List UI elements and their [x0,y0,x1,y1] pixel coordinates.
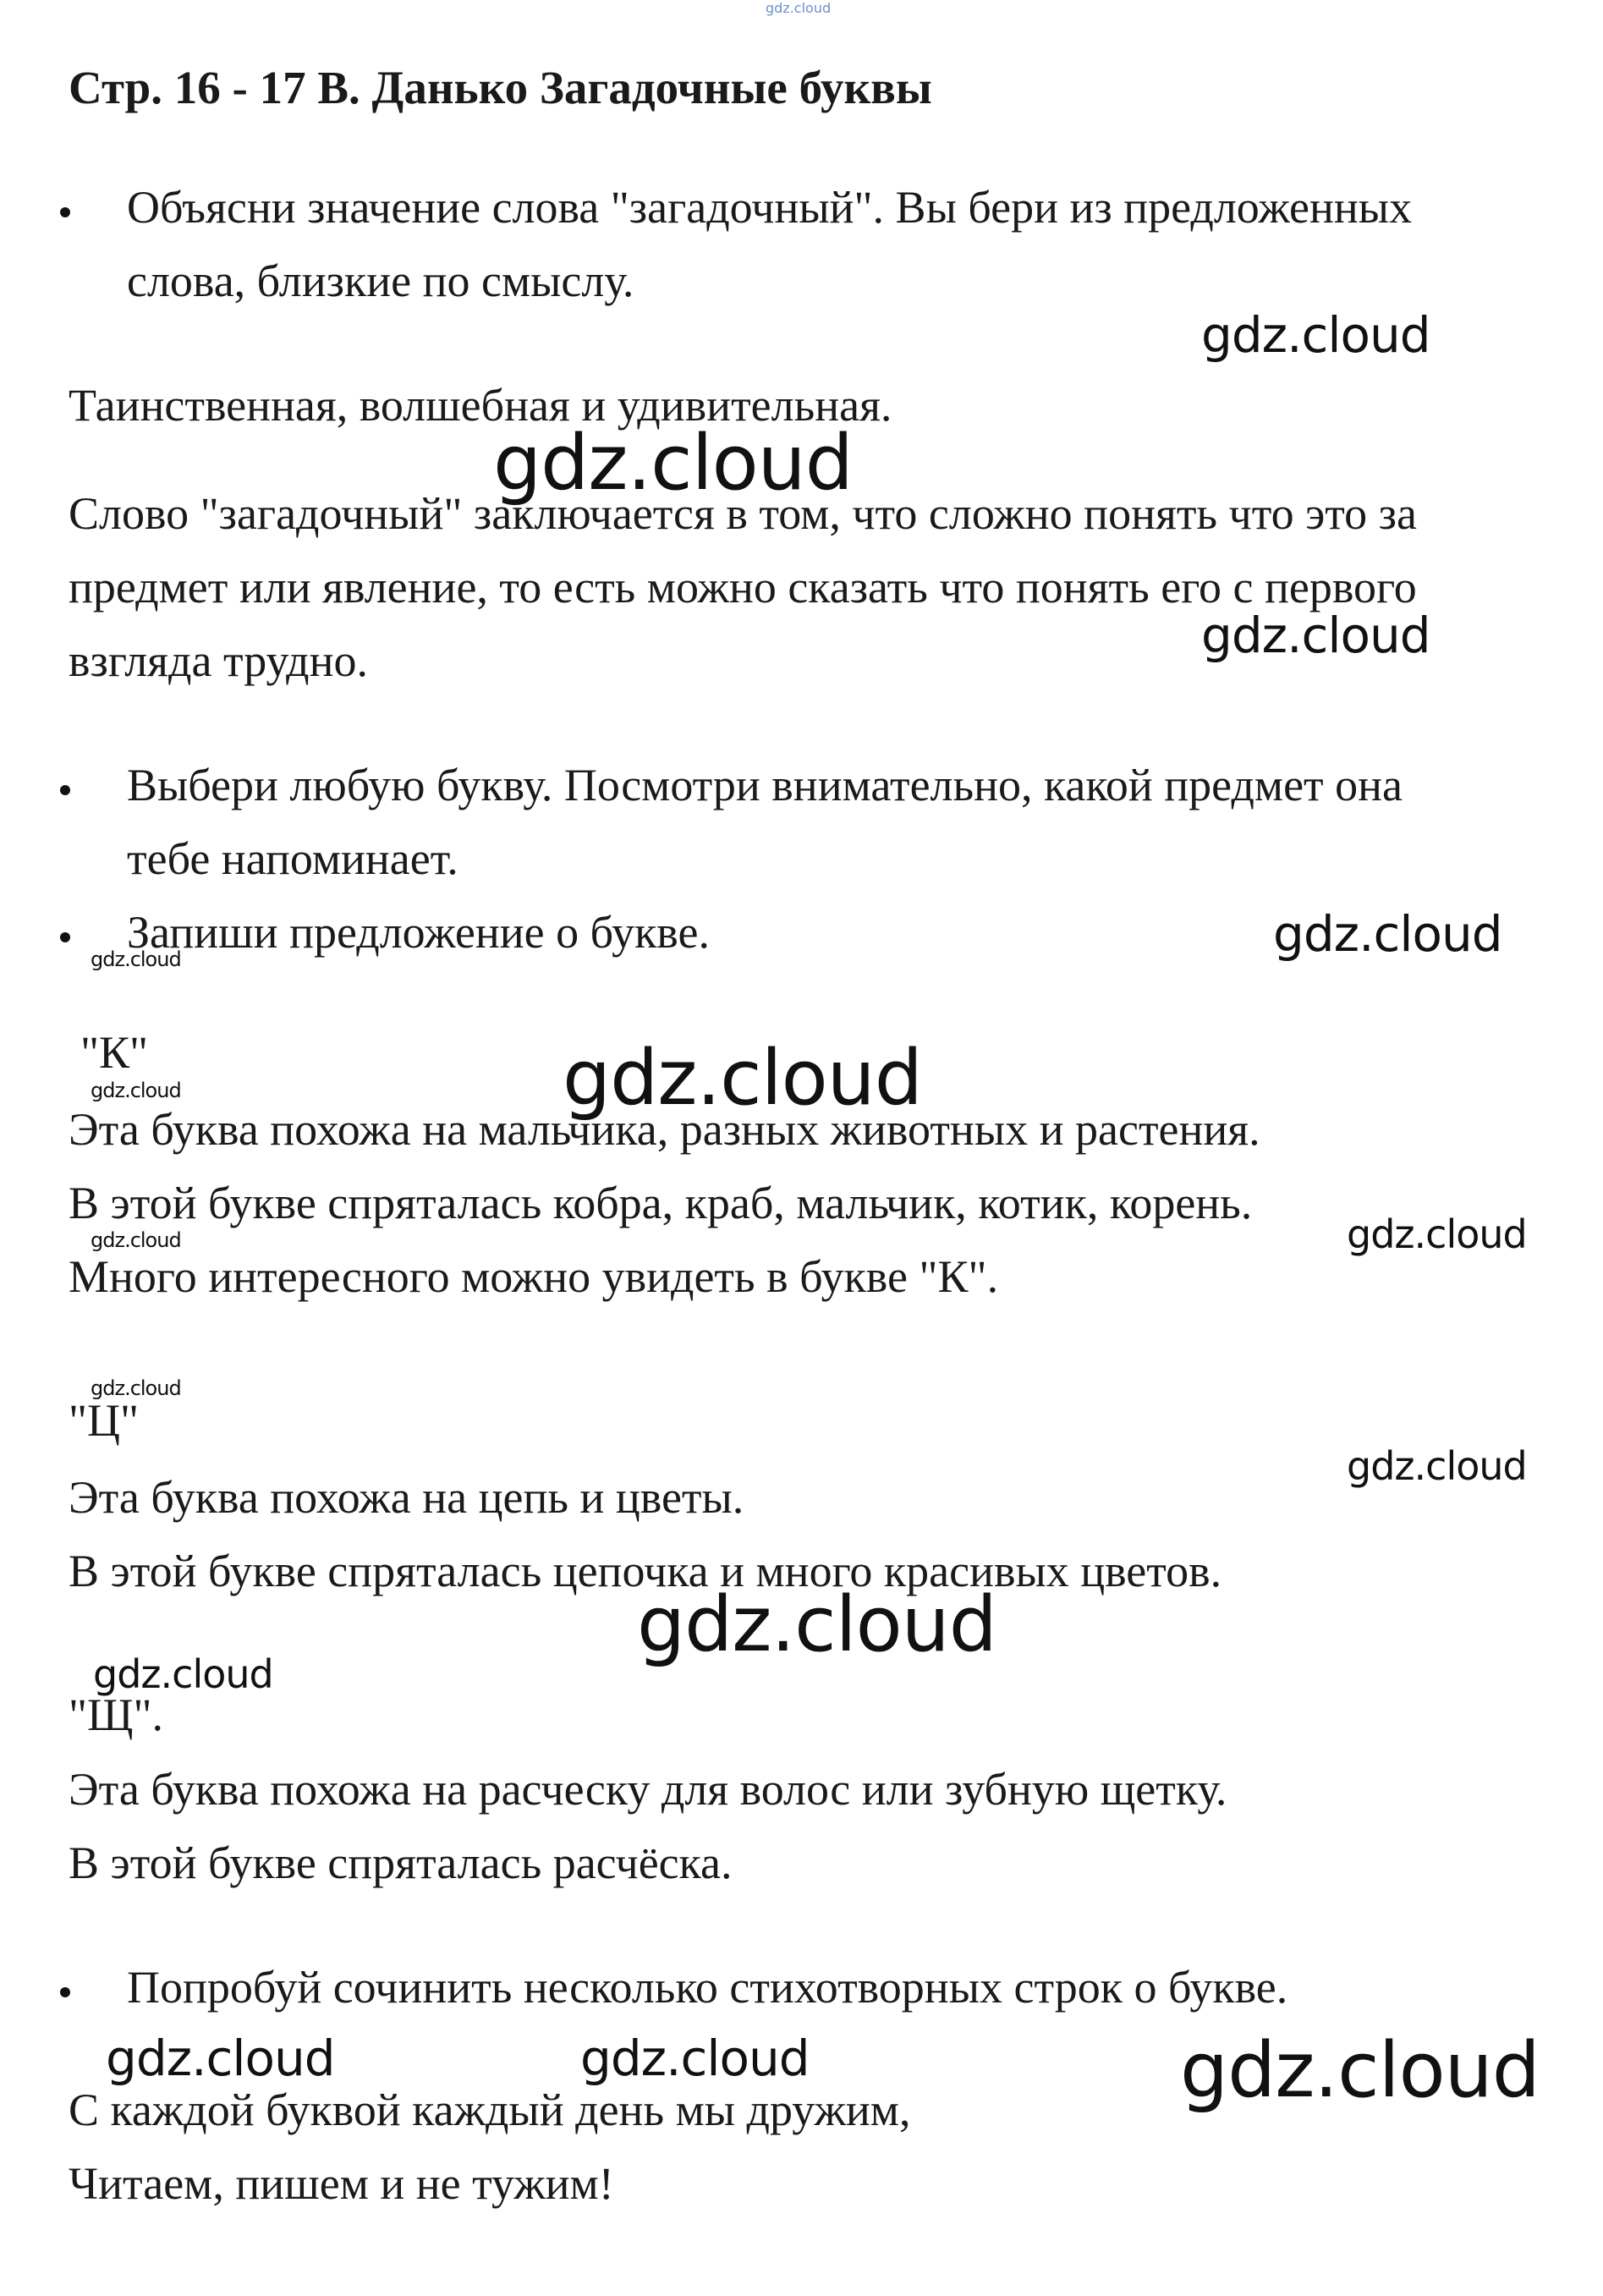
task4: Попробуй сочинить несколько стихотворных строк о букве. [127,1962,1288,2013]
letter-shch-label: "Щ". [69,1689,164,1740]
letter-k-line1: Эта буква похожа на мальчика, разных животных и растения. [69,1104,1260,1155]
explanation-line3: взгляда трудно. [69,635,368,686]
watermark: gdz.cloud [493,419,853,508]
task1-line2: слова, близкие по смыслу. [127,255,634,306]
watermark: gdz.cloud [1347,1443,1527,1489]
letter-shch-line1: Эта буква похожа на расческу для волос или зубную щетку. [69,1764,1227,1815]
letter-k-line2: В этой букве спряталась кобра, краб, мальчик, котик, корень. [69,1178,1253,1228]
letter-ts-line1: Эта буква похожа на цепь и цветы. [69,1472,744,1523]
watermark: gdz.cloud [91,1079,181,1102]
watermark: gdz.cloud [1180,2026,1540,2115]
watermark: gdz.cloud [580,2030,810,2087]
bullet-dot [60,207,70,217]
task2-line2: тебе напоминает. [127,833,458,884]
task1-line1: Объясни значение слова "загадочный". Вы бери из предложенных [127,182,1413,233]
watermark: gdz.cloud [563,1034,922,1123]
watermark: gdz.cloud [1273,905,1502,963]
watermark: gdz.cloud [91,1376,181,1400]
letter-k-label: "К" [80,1027,149,1078]
letter-k-line3: Много интересного можно увидеть в букве "К". [69,1251,999,1302]
letter-ts-label: "Ц" [69,1395,140,1446]
watermark: gdz.cloud [1201,607,1430,664]
watermark: gdz.cloud [1347,1211,1527,1257]
watermark: gdz.cloud [106,2030,335,2087]
task3: Запиши предложение о букве. [127,907,710,958]
watermark: gdz.cloud [91,948,181,971]
explanation-line1: Слово "загадочный" заключается в том, что сложно понять что это за [69,488,1417,539]
page-title: Стр. 16 - 17 В. Данько Загадочные буквы [69,62,932,113]
task2-line1: Выбери любую букву. Посмотри внимательно, какой предмет она [127,760,1403,810]
watermark: gdz.cloud [93,1651,273,1697]
poem-line2: Читаем, пишем и не тужим! [69,2158,614,2209]
bullet-dot [60,932,70,942]
watermark: gdz.cloud [1201,306,1430,364]
bullet-dot [60,785,70,795]
answer1: Таинственная, волшебная и удивительная. [69,380,892,431]
watermark: gdz.cloud [91,1228,181,1252]
explanation-line2: предмет или явление, то есть можно сказать что понять его с первого [69,562,1417,612]
letter-shch-line2: В этой букве спряталась расчёска. [69,1837,733,1888]
top-watermark: gdz.cloud [766,0,832,16]
letter-ts-line2: В этой букве спряталась цепочка и много красивых цветов. [69,1546,1222,1596]
bullet-dot [60,1987,70,1997]
poem-line1: С каждой буквой каждый день мы дружим, [69,2085,911,2135]
watermark: gdz.cloud [637,1580,996,1669]
